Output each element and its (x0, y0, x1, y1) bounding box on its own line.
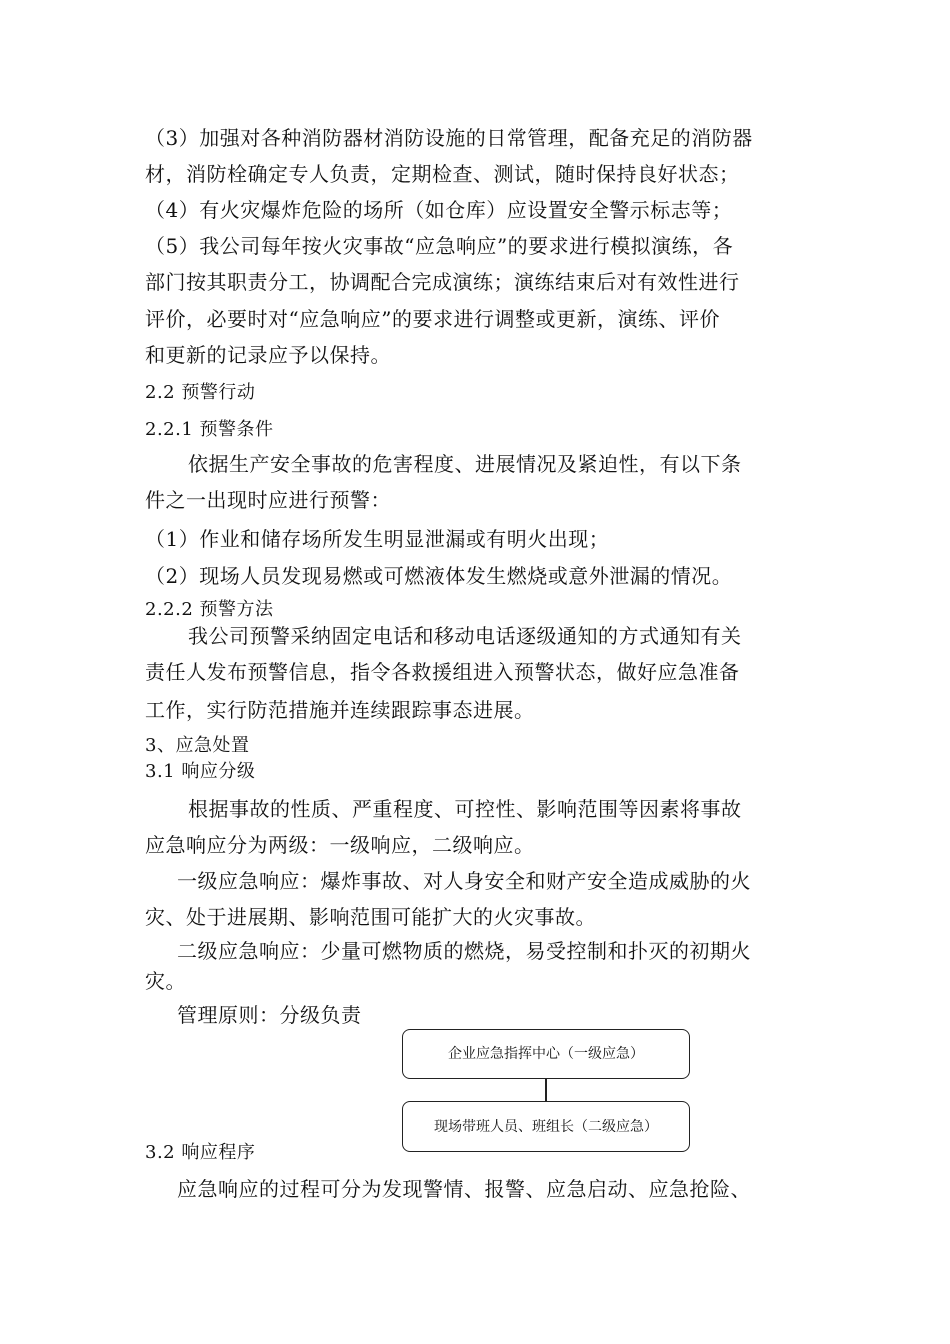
paragraph-line: 和更新的记录应予以保持。 (145, 343, 391, 367)
section-heading: 2.2 预警行动 (145, 382, 256, 403)
paragraph-line: （5）我公司每年按火灾事故“应急响应”的要求进行模拟演练，各 (145, 234, 734, 258)
paragraph-line: 根据事故的性质、严重程度、可控性、影响范围等因素将事故 (188, 797, 742, 821)
section-heading: 3.1 响应分级 (145, 761, 256, 782)
paragraph-line: （2）现场人员发现易燃或可燃液体发生燃烧或意外泄漏的情况。 (145, 564, 733, 588)
paragraph-line: 评价，必要时对“应急响应”的要求进行调整或更新，演练、评价 (145, 307, 720, 331)
paragraph-line: 我公司预警采纳固定电话和移动电话逐级通知的方式通知有关 (188, 624, 742, 648)
paragraph-line: （3）加强对各种消防器材消防设施的日常管理，配备充足的消防器 (145, 126, 753, 150)
second-level-box-label: 现场带班人员、班组长（二级应急） (434, 1118, 658, 1135)
paragraph-line: 依据生产安全事故的危害程度、进展情况及紧迫性，有以下条 (188, 452, 742, 476)
section-heading: 3.2 响应程序 (145, 1142, 256, 1163)
paragraph-line: 灾。 (145, 969, 186, 993)
section-heading: 2.2.2 预警方法 (145, 599, 274, 620)
paragraph-line: 二级应急响应：少量可燃物质的燃烧，易受控制和扑灭的初期火 (177, 939, 751, 963)
paragraph-line: （4）有火灾爆炸危险的场所（如仓库）应设置安全警示标志等； (145, 198, 733, 222)
paragraph-line: 管理原则：分级负责 (177, 1003, 362, 1027)
paragraph-line: （1）作业和储存场所发生明显泄漏或有明火出现； (145, 527, 610, 551)
paragraph-line: 一级应急响应：爆炸事故、对人身安全和财产安全造成威胁的火 (177, 869, 751, 893)
section-heading: 2.2.1 预警条件 (145, 419, 274, 440)
paragraph-line: 部门按其职责分工，协调配合完成演练；演练结束后对有效性进行 (145, 270, 740, 294)
second-level-box (402, 1101, 690, 1152)
paragraph-line: 材，消防栓确定专人负责，定期检查、测试，随时保持良好状态； (145, 162, 740, 186)
paragraph-line: 工作，实行防范措施并连续跟踪事态进展。 (145, 698, 535, 722)
top-level-box-label: 企业应急指挥中心（一级应急） (448, 1046, 644, 1062)
section-heading: 3、应急处置 (145, 735, 250, 756)
top-level-box (402, 1029, 690, 1079)
paragraph-line: 灾、处于进展期、影响范围可能扩大的火灾事故。 (145, 905, 596, 929)
paragraph-line: 责任人发布预警信息，指令各救援组进入预警状态，做好应急准备 (145, 660, 740, 684)
paragraph-line: 件之一出现时应进行预警： (145, 488, 391, 512)
diagram-connector-line (545, 1078, 547, 1101)
paragraph-line: 应急响应分为两级：一级响应，二级响应。 (145, 833, 535, 857)
paragraph-line: 应急响应的过程可分为发现警情、报警、应急启动、应急抢险、 (177, 1177, 751, 1201)
